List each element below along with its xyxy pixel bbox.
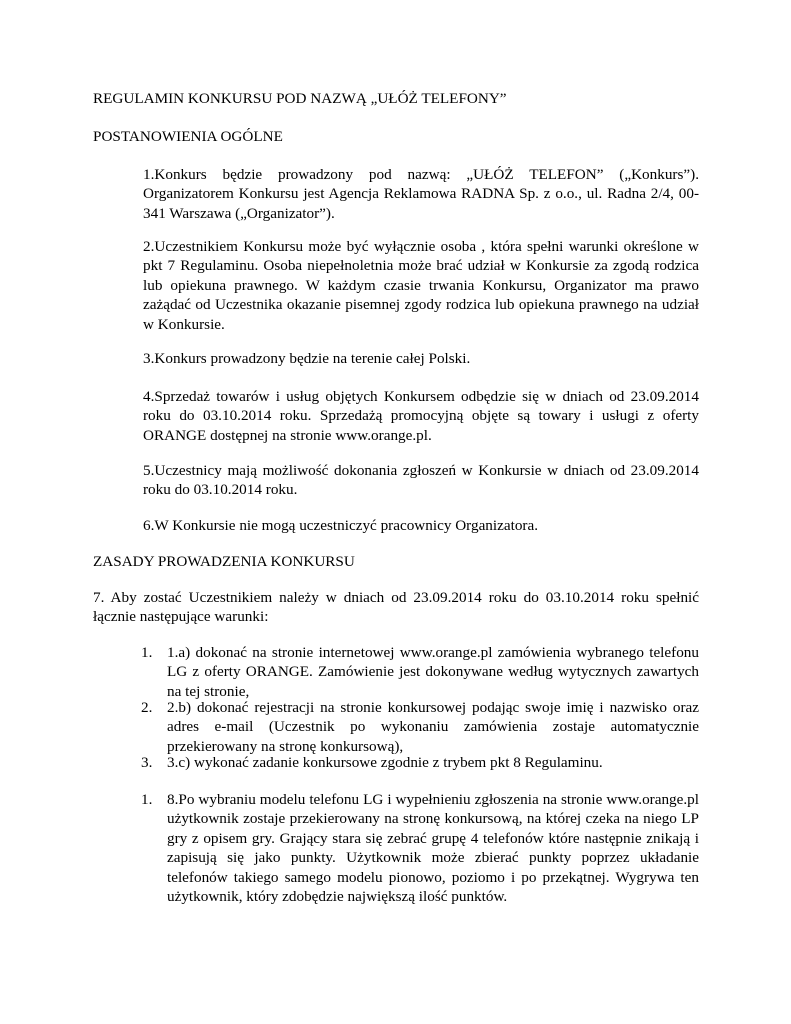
list-item	[141, 790, 699, 906]
paragraph-6: 6.W Konkursie nie mogą uczestniczyć pracownicy Organizatora.	[143, 517, 539, 534]
list-item-text: 8.Po wybraniu modelu telefonu LG i wypełnieniu zgłoszenia na stronie www.orange.pl użytkownik zostaje przekierowany na stronę konkursową, na której czeka na niego LP gry z opisem gry. Grający stara się zebrać grupę 4 telefonów które następnie znikają i zapisują się jako punkty. Użytkownik może zbierać punkty poprzez układanie telefonów takiego samego modelu pionowo, poziomo i po przekątnej. Wygrywa ten użytkownik, który zdobędzie największą ilość punktów.	[167, 791, 699, 906]
list-item	[141, 698, 699, 756]
rule-7: 7. Aby zostać Uczestnikiem należy w dniach od 23.09.2014 roku do 03.10.2014 roku spełnić łącznie następujące warunki:	[93, 589, 699, 626]
paragraph-3: 3.Konkurs prowadzony będzie na terenie całej Polski.	[143, 350, 471, 367]
list-item-text: 3.c) wykonać zadanie konkursowe zgodnie z trybem pkt 8 Regulaminu.	[167, 754, 603, 771]
section-heading-general: POSTANOWIENIA OGÓLNE	[93, 128, 283, 145]
list-item-number: 1.	[141, 644, 153, 661]
list-item-text: 1.a) dokonać na stronie internetowej www.orange.pl zamówienia wybranego telefonu LG z oferty ORANGE. Zamówienie jest dokonywane według wytycznych zawartych na tej stronie,	[167, 644, 699, 700]
paragraph-4: 4.Sprzedaż towarów i usług objętych Konkursem odbędzie się w dniach od 23.09.2014 roku do 03.10.2014 roku. Sprzedażą promocyjną objęte są towary i usługi z oferty ORANGE dostępnej na stronie www.orange.pl.	[143, 388, 699, 444]
paragraph-2: 2.Uczestnikiem Konkursu może być wyłącznie osoba , która spełni warunki określone w pkt 7 Regulaminu. Osoba niepełnoletnia może brać udział w Konkursie za zgodą rodzica lub opiekuna prawnego. W każdym czasie trwania Konkursu, Organizator ma prawo zażądać od Uczestnika okazanie pisemnej zgody rodzica lub opiekuna prawnego na udział w Konkursie.	[143, 238, 699, 333]
document-title: REGULAMIN KONKURSU POD NAZWĄ „UŁÓŻ TELEFONY”	[93, 90, 507, 107]
paragraph-1: 1.Konkurs będzie prowadzony pod nazwą: „UŁÓŻ TELEFON” („Konkurs”). Organizatorem Konkursu jest Agencja Reklamowa RADNA Sp. z o.o., ul. Radna 2/4, 00-341 Warszawa („Organizator”).	[143, 166, 699, 222]
list-item-text: 2.b) dokonać rejestracji na stronie konkursowej podając swoje imię i nazwisko oraz adres e-mail (Uczestnik po wykonaniu zamówienia zostaje automatycznie przekierowany na stronę konkursową),	[167, 699, 699, 755]
list-item	[141, 643, 699, 701]
list-item	[141, 753, 699, 772]
section-heading-rules: ZASADY PROWADZENIA KONKURSU	[93, 553, 355, 570]
list-item-number: 1.	[141, 791, 153, 808]
list-item-number: 2.	[141, 699, 153, 716]
paragraph-5: 5.Uczestnicy mają możliwość dokonania zgłoszeń w Konkursie w dniach od 23.09.2014 roku do 03.10.2014 roku.	[143, 462, 699, 499]
list-item-number: 3.	[141, 754, 153, 771]
